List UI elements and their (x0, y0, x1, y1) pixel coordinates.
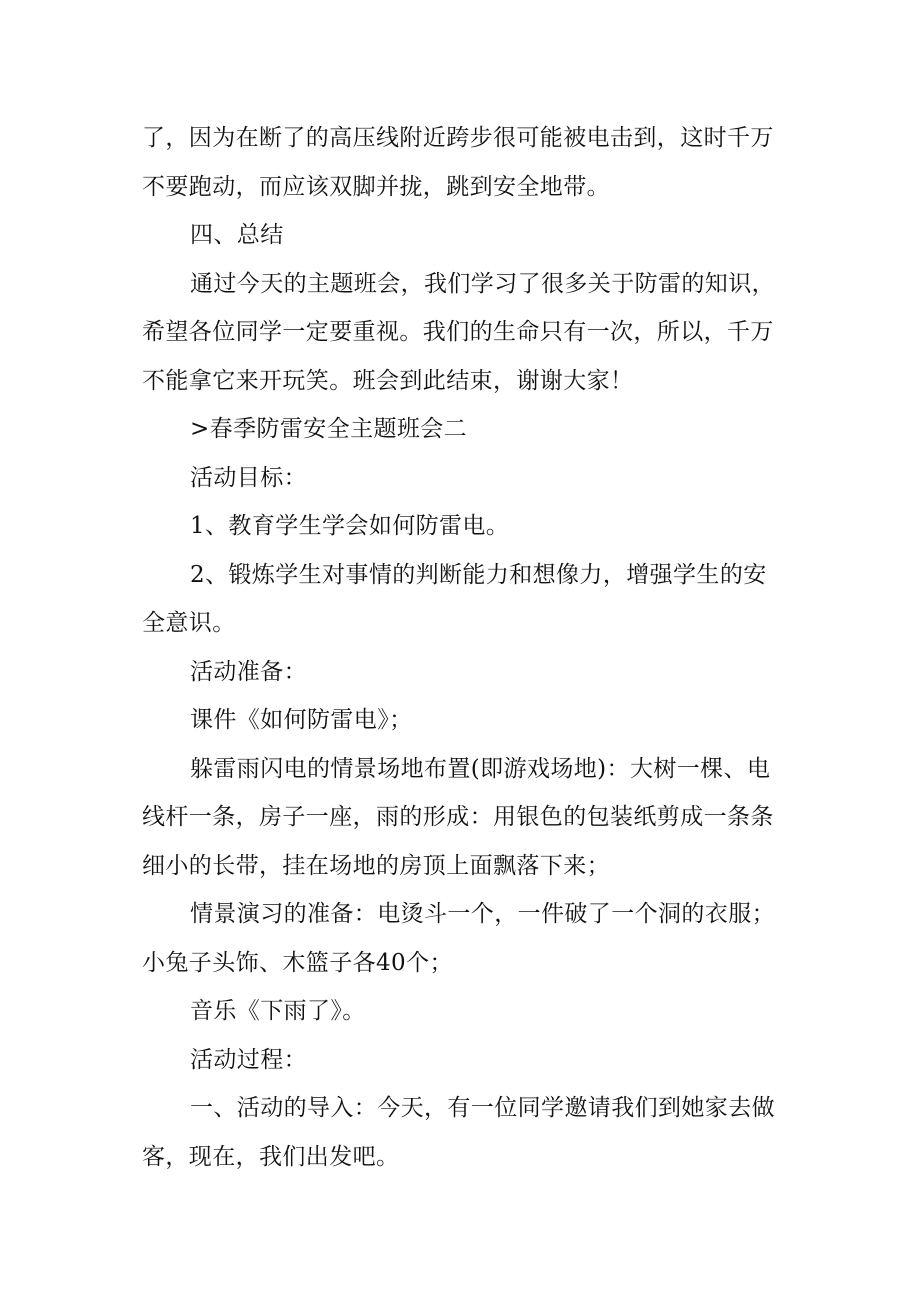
goal-item-2: 2、锻炼学生对事情的判断能力和想像力，增强学生的安全意识。 (142, 561, 767, 636)
preparation-courseware: 课件《如何防雷电》； (190, 707, 413, 733)
paragraph-summary: 通过今天的主题班会，我们学习了很多关于防雷的知识，希望各位同学一定要重视。我们的生命只有一次，所以，千万不能拿它来开玩笑。班会到此结束，谢谢大家！ (142, 270, 775, 394)
preparation-scene-setup: 躲雷雨闪电的情景场地布置(即游戏场地)：大树一棵、电线杆一条，房子一座，雨的形成：用银色的包装纸剪成一条条细小的长带，挂在场地的房顶上面飘落下来； (142, 755, 774, 879)
preparation-drill: 情景演习的准备：电烫斗一个，一件破了一个洞的衣服；小兔子头饰、木篮子各40个； (142, 901, 775, 976)
process-step-1: 一、活动的导入：今天，有一位同学邀请我们到她家去做客，现在，我们出发吧。 (142, 1095, 775, 1170)
preparation-music: 音乐《下雨了》。 (190, 998, 366, 1024)
goal-item-1: 1、教育学生学会如何防雷电。 (190, 513, 510, 539)
section-title-class-meeting-two: >春季防雷安全主题班会二 (190, 416, 468, 442)
section-heading-summary: 四、总结 (190, 222, 284, 248)
paragraph-continuation: 了，因为在断了的高压线附近跨步很可能被电击到，这时千万不要跑动，而应该双脚并拢，跳到安全地带。 (142, 125, 774, 200)
document-body (142, 114, 782, 1181)
heading-activity-goals: 活动目标： (190, 464, 307, 491)
heading-activity-preparation: 活动准备： (190, 658, 307, 685)
heading-activity-process: 活动过程： (190, 1046, 307, 1073)
